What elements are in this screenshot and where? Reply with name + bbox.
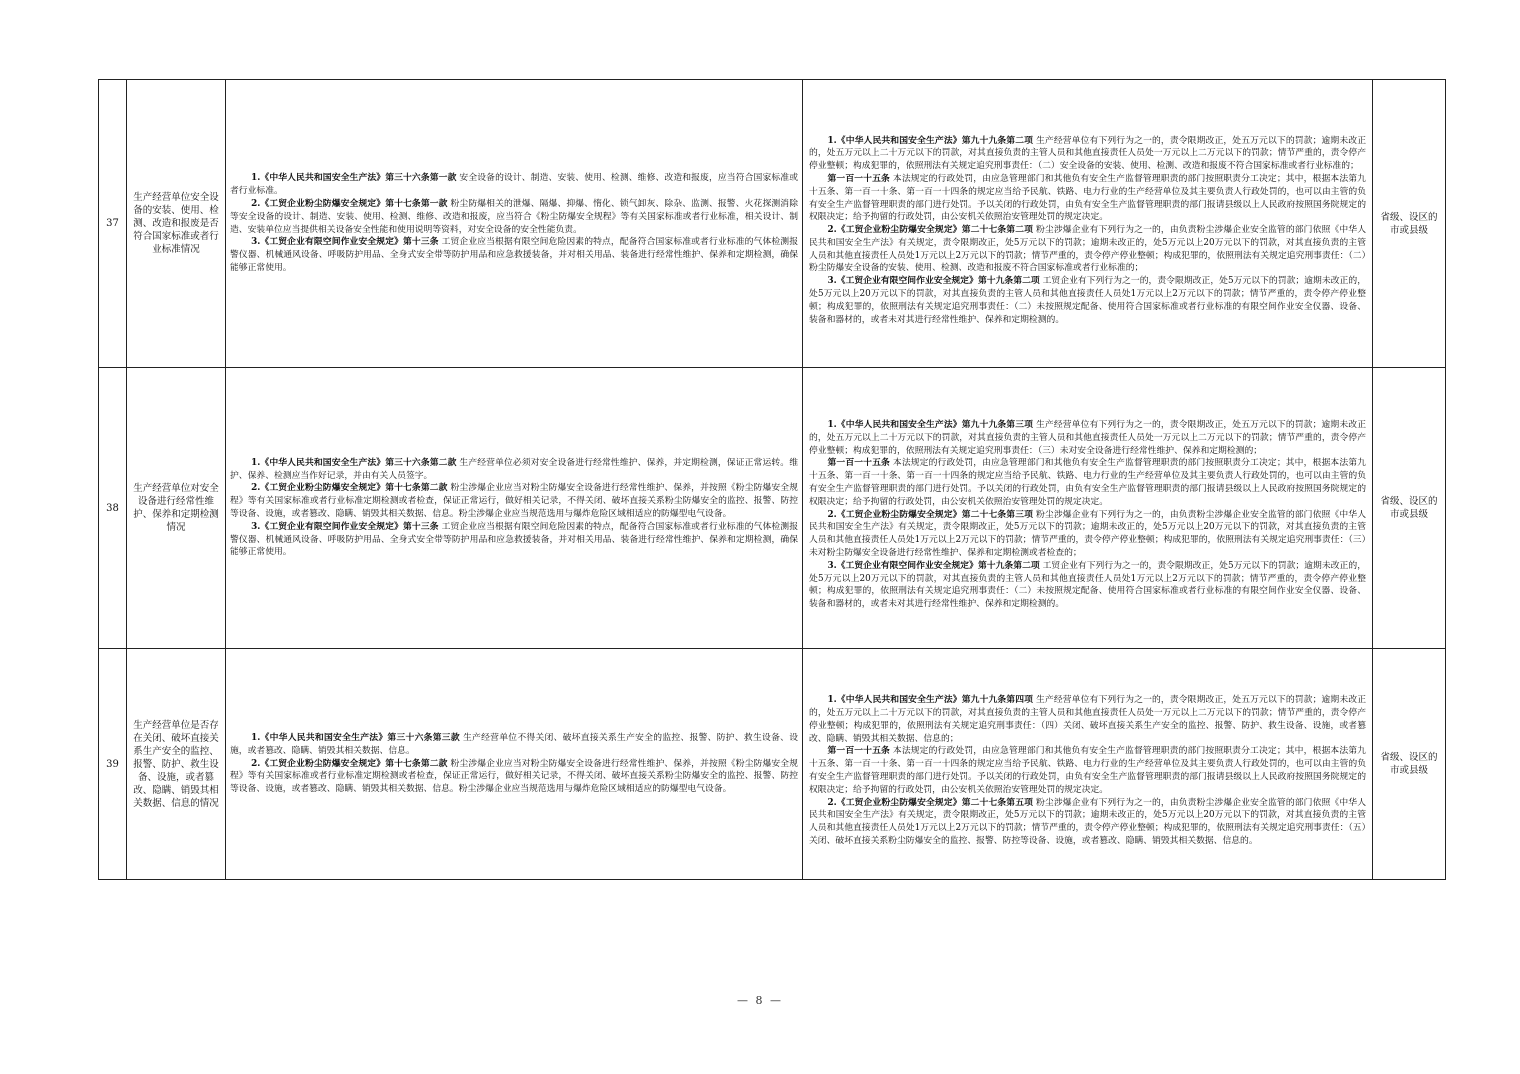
inspection-item: 生产经营单位是否存在关闭、破坏直接关系生产安全的监控、报警、防护、救生设备、设施，或者篡改、隐瞒、销毁其相关数据、信息的情况 bbox=[127, 649, 226, 880]
legal-basis-cell bbox=[226, 80, 803, 368]
basis-paragraph: 2.《工贸企业粉尘防爆安全规定》第十七条第一款 粉尘防爆相关的泄爆、隔爆、抑爆、惰化、锁气卸灰、除杂、监测、报警、火花探测消除等安全设备的设计、制造、安装、使用、检测、维修、改造和报废，应当符合《粉尘防爆安全规程》等有关国家标准或者行业标准，相关设计、制造、安装单位应当提供相关设备安全性能和使用说明等资料，对安全设备的安全性能负责。 bbox=[230, 198, 798, 235]
page-number: — 8 — bbox=[737, 994, 783, 1007]
basis-paragraph: 2.《工贸企业粉尘防爆安全规定》第十七条第二款 粉尘涉爆企业应当对粉尘防爆安全设备进行经常性维护、保养，并按照《粉尘防爆安全规程》等有关国家标准或者行业标准定期检测或者检查，保证正常运行，做好相关记录，不得关闭、破坏直接关系粉尘防爆安全的监控、报警、防控等设备、设施，或者篡改、隐瞒、销毁其相关数据、信息。粉尘涉爆企业应当规范选用与爆炸危险区域相适应的防爆型电气设备。 bbox=[230, 483, 798, 519]
inspection-item: 生产经营单位对安全设备进行经常性维护、保养和定期检测情况 bbox=[127, 368, 226, 649]
basis-paragraph: 2.《工贸企业粉尘防爆安全规定》第十七条第二款 粉尘涉爆企业应当对粉尘防爆安全设备进行经常性维护、保养，并按照《粉尘防爆安全规程》等有关国家标准或者行业标准定期检测或者检查，保证正常运行，做好相关记录，不得关闭、破坏直接关系粉尘防爆安全的监控、报警、防控等设备、设施，或者篡改、隐瞒、销毁其相关数据、信息。粉尘涉爆企业应当规范选用与爆炸危险区域相适应的防爆型电气设备。 bbox=[230, 758, 798, 795]
legal-basis-cell bbox=[226, 368, 803, 649]
table-row bbox=[99, 368, 1446, 649]
penalty-paragraph: 3.《工贸企业有限空间作业安全规定》第十九条第二项 工贸企业有下列行为之一的，责令限期改正，处5万元以下的罚款；逾期未改正的，处5万元以上20万元以下的罚款，对其直接负责的主管人员和其他直接责任人员处1万元以上2万元以下的罚款；情节严重的，责令停产停业整顿；构成犯罪的，依照刑法有关规定追究刑事责任：（二）未按照规定配备、使用符合国家标准或者行业标准的有限空间作业安全仪器、设备、装备和器材的，或者未对其进行经常性维护、保养和定期检测的。 bbox=[809, 276, 1366, 325]
penalty-paragraph: 2.《工贸企业粉尘防爆安全规定》第二十七条第三项 粉尘涉爆企业有下列行为之一的，由负责粉尘涉爆企业安全监管的部门依照《中华人民共和国安全生产法》有关规定，责令限期改正，处5万元以下的罚款；逾期未改正的，处5万元以上20万元以下的罚款，对其直接负责的主管人员和其他直接责任人员处1万元以上2万元以下的罚款；情节严重的，责令停产停业整顿；构成犯罪的，依照刑法有关规定追究刑事责任：（三）未对粉尘防爆安全设备进行经常性维护、保养和定期检测或者检查的； bbox=[809, 509, 1366, 558]
table-row bbox=[99, 649, 1446, 880]
penalty-paragraph: 第一百一十五条 本法规定的行政处罚，由应急管理部门和其他负有安全生产监督管理职责的部门按照职责分工决定；其中，根据本法第九十五条、第一百一十条、第一百一十四条的规定应当给予民航、铁路、电力行业的生产经营单位及其主要负责人行政处罚的，也可以由主管的负有安全生产监督管理职责的部门进行处罚。予以关闭的行政处罚，由负有安全生产监督管理职责的部门报请县级以上人民政府按照国务院规定的权限决定；给予拘留的行政处罚，由公安机关依照治安管理处罚的规定决定。 bbox=[809, 173, 1366, 223]
regulation-table bbox=[98, 79, 1446, 880]
penalty-paragraph: 第一百一十五条 本法规定的行政处罚，由应急管理部门和其他负有安全生产监督管理职责的部门按照职责分工决定；其中，根据本法第九十五条、第一百一十条、第一百一十四条的规定应当给予民航、铁路、电力行业的生产经营单位及其主要负责人行政处罚的，也可以由主管的负有安全生产监督管理职责的部门进行处罚。予以关闭的行政处罚，由负有安全生产监督管理职责的部门报请县级以上人民政府按照国务院规定的权限决定；给予拘留的行政处罚，由公安机关依照治安管理处罚的规定决定。 bbox=[809, 458, 1366, 507]
basis-paragraph: 3.《工贸企业有限空间作业安全规定》第十三条 工贸企业应当根据有限空间危险因素的特点，配备符合国家标准或者行业标准的气体检测报警仪器、机械通风设备、呼吸防护用品、全身式安全带等防护用品和应急救援装备，并对相关用品、装备进行经常性维护、保养和定期检测，确保能够正常使用。 bbox=[230, 237, 798, 273]
penalty-basis-cell bbox=[803, 80, 1373, 368]
enforcement-level: 省级、设区的市或县级 bbox=[1373, 80, 1446, 368]
legal-basis-cell bbox=[226, 649, 803, 880]
inspection-item: 生产经营单位安全设备的安装、使用、检测、改造和报废是否符合国家标准或者行业标准情况 bbox=[127, 80, 226, 368]
enforcement-level: 省级、设区的市或县级 bbox=[1373, 368, 1446, 649]
penalty-paragraph: 第一百一十五条 本法规定的行政处罚，由应急管理部门和其他负有安全生产监督管理职责的部门按照职责分工决定；其中，根据本法第九十五条、第一百一十条、第一百一十四条的规定应当给予民航、铁路、电力行业的生产经营单位及其主要负责人行政处罚的，也可以由主管的负有安全生产监督管理职责的部门进行处罚。予以关闭的行政处罚，由负有安全生产监督管理职责的部门报请县级以上人民政府按照国务院规定的权限决定；给予拘留的行政处罚，由公安机关依照治安管理处罚的规定决定。 bbox=[809, 746, 1366, 795]
basis-paragraph: 1.《中华人民共和国安全生产法》第三十六条第三款 生产经营单位不得关闭、破坏直接关系生产安全的监控、报警、防护、救生设备、设施，或者篡改、隐瞒、销毁其相关数据、信息。 bbox=[230, 733, 798, 756]
penalty-paragraph: 2.《工贸企业粉尘防爆安全规定》第二十七条第五项 粉尘涉爆企业有下列行为之一的，由负责粉尘涉爆企业安全监管的部门依照《中华人民共和国安全生产法》有关规定，责令限期改正，处5万元以下的罚款；逾期未改正的，处5万元以上20万元以下的罚款，对其直接负责的主管人员和其他直接责任人员处1万元以上2万元以下的罚款；情节严重的，责令停产停业整顿；构成犯罪的，依照刑法有关规定追究刑事责任：（五）关闭、破坏直接关系粉尘防爆安全的监控、报警、防控等设备、设施，或者篡改、隐瞒、销毁其相关数据、信息的。 bbox=[809, 797, 1366, 846]
row-number: 37 bbox=[99, 80, 127, 368]
penalty-basis-cell bbox=[803, 649, 1373, 880]
penalty-paragraph: 2.《工贸企业粉尘防爆安全规定》第二十七条第二项 粉尘涉爆企业有下列行为之一的，由负责粉尘涉爆企业安全监管的部门依照《中华人民共和国安全生产法》有关规定，责令限期改正，处5万元以下的罚款；逾期未改正的，处5万元以上20万元以下的罚款，对其直接负责的主管人员和其他直接责任人员处1万元以上2万元以下的罚款；情节严重的，责令停产停业整顿；构成犯罪的，依照刑法有关规定追究刑事责任：（二）粉尘防爆安全设备的安装、使用、检测、改造和报废不符合国家标准或者行业标准的； bbox=[809, 225, 1366, 274]
penalty-paragraph: 3.《工贸企业有限空间作业安全规定》第十九条第二项 工贸企业有下列行为之一的，责令限期改正，处5万元以下的罚款；逾期未改正的，处5万元以上20万元以下的罚款，对其直接负责的主管人员和其他直接责任人员处1万元以上2万元以下的罚款；情节严重的，责令停产停业整顿；构成犯罪的，依照刑法有关规定追究刑事责任：（二）未按照规定配备、使用符合国家标准或者行业标准的有限空间作业安全仪器、设备、装备和器材的，或者未对其进行经常性维护、保养和定期检测的。 bbox=[809, 560, 1366, 610]
penalty-basis-cell bbox=[803, 368, 1373, 649]
penalty-paragraph: 1.《中华人民共和国安全生产法》第九十九条第二项 生产经营单位有下列行为之一的，责令限期改正，处五万元以下的罚款；逾期未改正的，处五万元以上二十万元以下的罚款，对其直接负责的主管人员和其他直接责任人员处一万元以上二万元以下的罚款；情节严重的，责令停产停业整顿；构成犯罪的，依照刑法有关规定追究刑事责任：（二）安全设备的安装、使用、检测、改造和报废不符合国家标准或者行业标准的； bbox=[809, 135, 1366, 172]
row-number: 38 bbox=[99, 368, 127, 649]
row-number: 39 bbox=[99, 649, 127, 880]
basis-paragraph: 3.《工贸企业有限空间作业安全规定》第十三条 工贸企业应当根据有限空间危险因素的特点，配备符合国家标准或者行业标准的气体检测报警仪器、机械通风设备、呼吸防护用品、全身式安全带等防护用品和应急救援装备，并对相关用品、装备进行经常性维护、保养和定期检测，确保能够正常使用。 bbox=[230, 521, 798, 558]
basis-paragraph: 1.《中华人民共和国安全生产法》第三十六条第一款 安全设备的设计、制造、安装、使用、检测、维修、改造和报废，应当符合国家标准或者行业标准。 bbox=[230, 173, 798, 197]
table-row bbox=[99, 80, 1446, 368]
basis-paragraph: 1.《中华人民共和国安全生产法》第三十六条第二款 生产经营单位必须对安全设备进行经常性维护、保养，并定期检测，保证正常运转。维护、保养、检测应当作好记录，并由有关人员签字。 bbox=[230, 457, 798, 481]
enforcement-level: 省级、设区的市或县级 bbox=[1373, 649, 1446, 880]
penalty-paragraph: 1.《中华人民共和国安全生产法》第九十九条第三项 生产经营单位有下列行为之一的，责令限期改正，处五万元以下的罚款；逾期未改正的，处五万元以上二十万元以下的罚款，对其直接负责的主管人员和其他直接责任人员处一万元以上二万元以下的罚款；情节严重的，责令停产停业整顿；构成犯罪的，依照刑法有关规定追究刑事责任：（三）未对安全设备进行经常性维护、保养和定期检测的； bbox=[809, 420, 1366, 456]
penalty-paragraph: 1.《中华人民共和国安全生产法》第九十九条第四项 生产经营单位有下列行为之一的，责令限期改正，处五万元以下的罚款；逾期未改正的，处五万元以上二十万元以下的罚款，对其直接负责的主管人员和其他直接责任人员处一万元以上二万元以下的罚款；情节严重的，责令停产停业整顿；构成犯罪的，依照刑法有关规定追究刑事责任：（四）关闭、破坏直接关系生产安全的监控、报警、防护、救生设备、设施，或者篡改、隐瞒、销毁其相关数据、信息的； bbox=[809, 695, 1366, 744]
